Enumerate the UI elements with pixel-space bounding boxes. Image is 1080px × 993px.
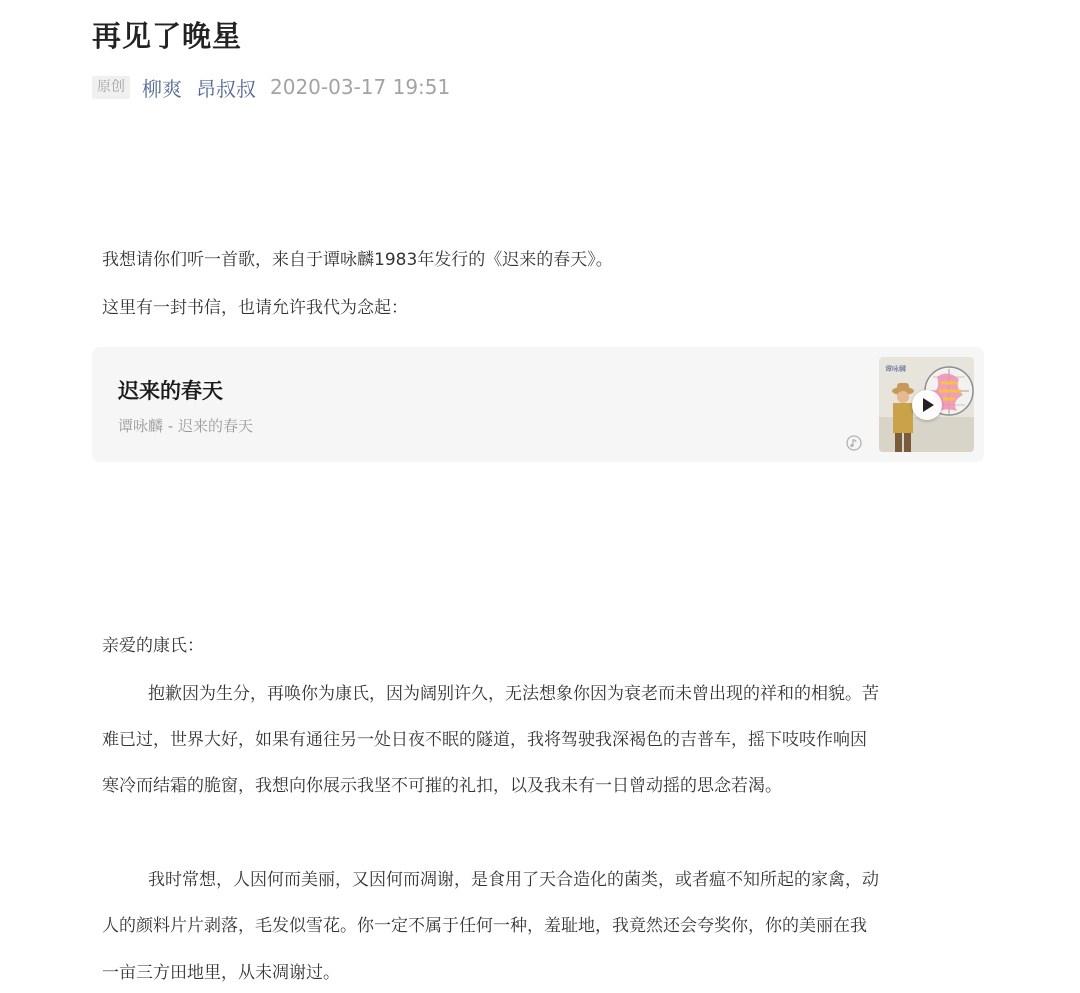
album-cover[interactable] bbox=[879, 357, 974, 452]
intro-line-2: 这里有一封书信，也请允许我代为念起： bbox=[102, 298, 408, 318]
article-meta bbox=[92, 72, 450, 102]
original-badge: 原创 bbox=[92, 76, 130, 99]
letter-p1-line-2: 难已过，世界大好，如果有通往另一处日夜不眠的隧道，我将驾驶我深褐色的吉普车，摇下吱吱作响因 bbox=[102, 730, 867, 750]
letter-p1-line-1: 抱歉因为生分，再唤你为康氏，因为阔别许久，无法想象你因为衰老而未曾出现的祥和的相貌。苦 bbox=[148, 684, 879, 704]
letter-p2-line-1: 我时常想，人因何而美丽，又因何而凋谢，是食用了天合造化的菌类，或者瘟不知所起的家禽，动 bbox=[148, 870, 879, 890]
publish-date: 2020-03-17 19:51 bbox=[270, 75, 451, 99]
letter-p1-line-3: 寒冷而结霜的脆窗，我想向你展示我坚不可摧的礼扣，以及我未有一日曾动摇的思念若渴。 bbox=[102, 776, 782, 796]
letter-p2-line-3: 一亩三方田地里，从未凋谢过。 bbox=[102, 963, 340, 983]
music-subtitle: 谭咏麟 - 迟来的春天 bbox=[118, 417, 253, 435]
author-name[interactable]: 柳爽 bbox=[142, 76, 182, 101]
intro-line-1: 我想请你们听一首歌，来自于谭咏麟1983年发行的《迟来的春天》。 bbox=[102, 250, 613, 270]
account-name-link[interactable]: 昂叔叔 bbox=[196, 76, 256, 101]
letter-greeting: 亲爱的康氏： bbox=[102, 636, 204, 656]
letter-p2-line-2: 人的颜料片片剥落，毛发似雪花。你一定不属于任何一种，羞耻地，我竟然还会夸奖你，你的美丽在我 bbox=[102, 916, 867, 936]
play-icon[interactable] bbox=[912, 390, 942, 420]
music-title: 迟来的春天 bbox=[118, 379, 223, 403]
album-text: 谭咏麟 bbox=[885, 365, 906, 373]
qq-music-icon bbox=[846, 435, 862, 451]
article-title: 再见了晚星 bbox=[92, 19, 243, 53]
music-card[interactable] bbox=[92, 347, 984, 462]
